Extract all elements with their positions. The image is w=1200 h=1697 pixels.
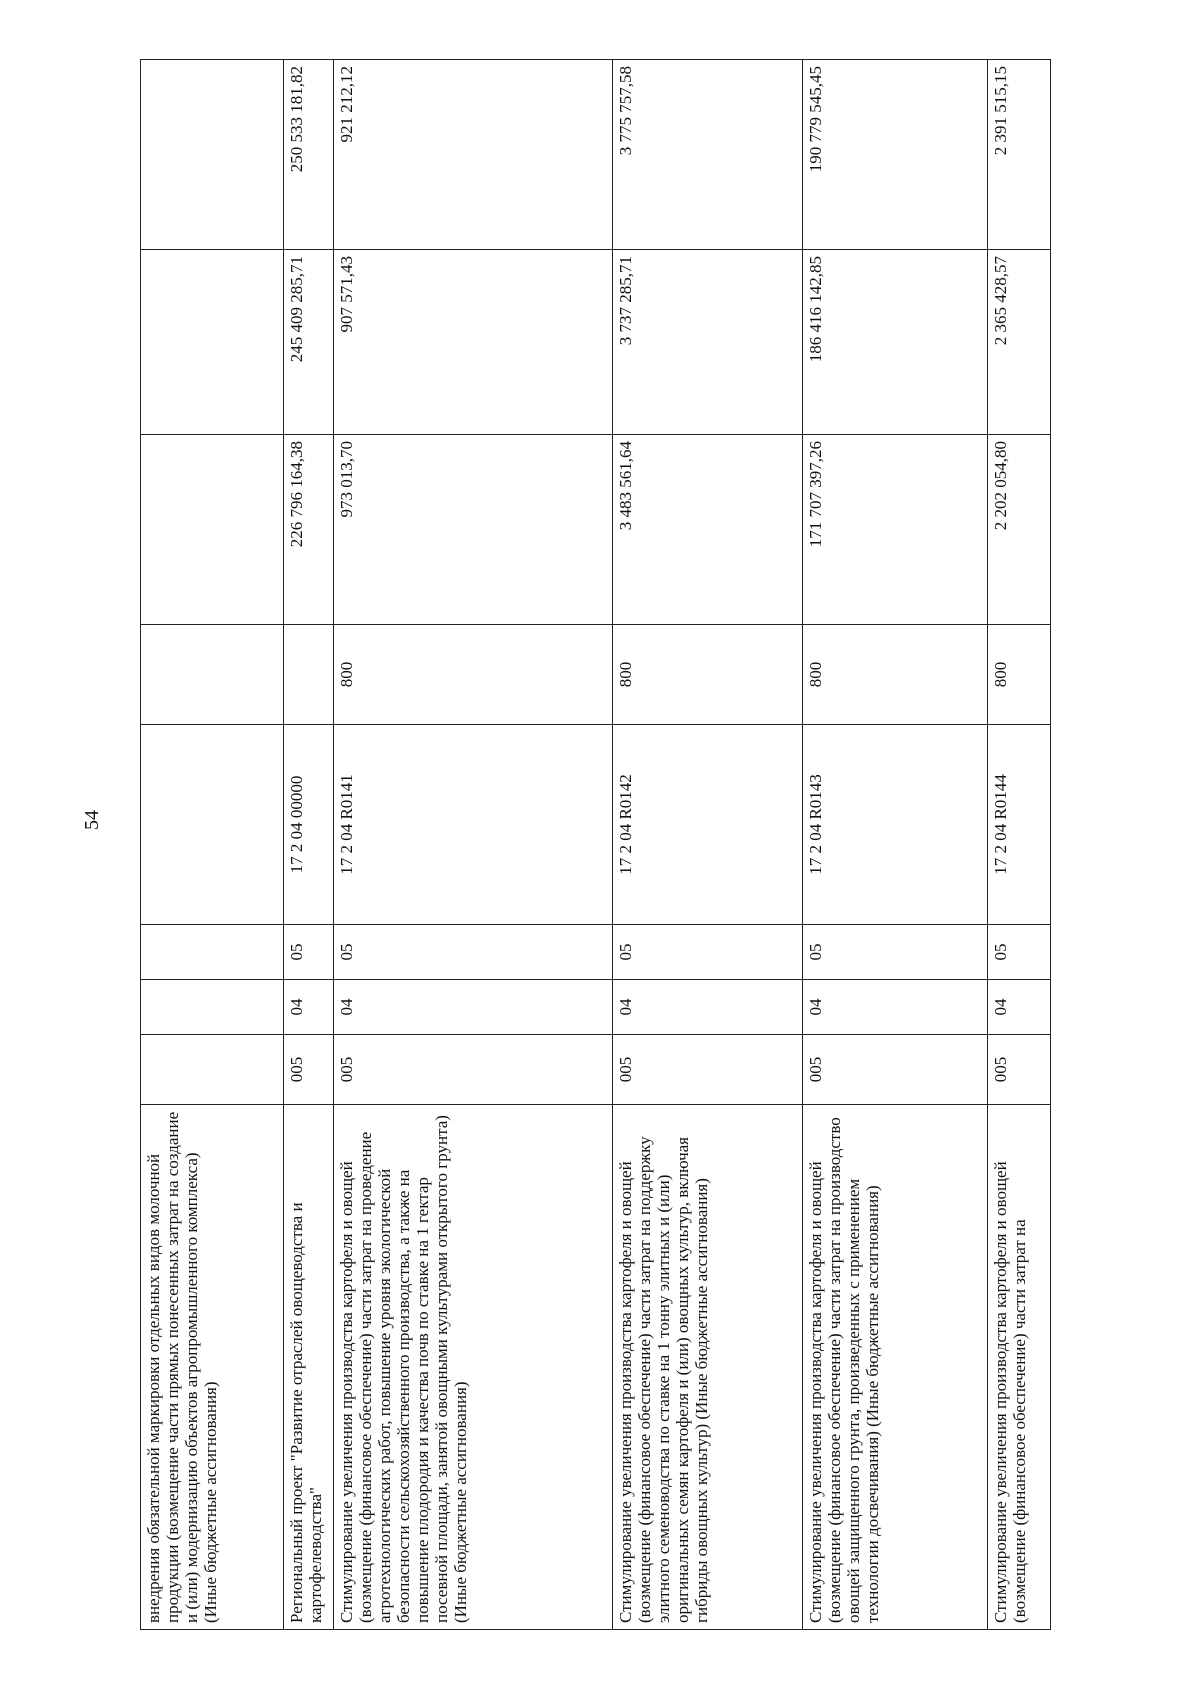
expense-type-code: 800 [988, 625, 1051, 725]
table-row [803, 60, 988, 1630]
table-row [284, 60, 334, 1630]
section-code: 04 [988, 980, 1051, 1035]
subsection-code: 05 [988, 925, 1051, 980]
amount-year-2: 3 737 285,71 [613, 250, 803, 435]
row-description: Стимулирование увеличения производства картофеля и овощей (возмещение (финансовое обеспечение) части затрат на проведение агротехнологических работ, повышение уровня экологической безопасности сельскохозяйственного производства, а также на повышение плодородия и качества почв по ставке на 1 гектар посевной площади, занятой овощными культурами открытого грунта) (Иные бюджетные ассигнования) [334, 1105, 613, 1630]
table-row [988, 60, 1051, 1630]
table-row [613, 60, 803, 1630]
amount-year-3: 190 779 545,45 [803, 60, 988, 250]
expense-type-code [284, 625, 334, 725]
row-description: внедрения обязательной маркировки отдельных видов молочной продукции (возмещение части прямых понесенных затрат на создание и (или) модернизацию объектов агропромышленного комплекса) (Иные бюджетные ассигнования) [141, 1105, 284, 1630]
amount-year-1: 2 202 054,80 [988, 435, 1051, 625]
section-code [141, 980, 284, 1035]
dept-code: 005 [803, 1035, 988, 1105]
table-row [334, 60, 613, 1630]
dept-code: 005 [613, 1035, 803, 1105]
amount-year-2 [141, 250, 284, 435]
amount-year-1: 226 796 164,38 [284, 435, 334, 625]
page-number: 54 [81, 810, 103, 830]
table-row [141, 60, 284, 1630]
amount-year-3: 921 212,12 [334, 60, 613, 250]
budget-table [140, 59, 1051, 1630]
target-article-code [141, 725, 284, 925]
subsection-code: 05 [334, 925, 613, 980]
amount-year-1: 973 013,70 [334, 435, 613, 625]
target-article-code: 17 2 04 R0142 [613, 725, 803, 925]
expense-type-code: 800 [334, 625, 613, 725]
section-code: 04 [613, 980, 803, 1035]
amount-year-3: 3 775 757,58 [613, 60, 803, 250]
section-code: 04 [284, 980, 334, 1035]
amount-year-3 [141, 60, 284, 250]
dept-code: 005 [988, 1035, 1051, 1105]
expense-type-code [141, 625, 284, 725]
amount-year-2: 245 409 285,71 [284, 250, 334, 435]
amount-year-3: 2 391 515,15 [988, 60, 1051, 250]
row-description: Стимулирование увеличения производства картофеля и овощей (возмещение (финансовое обеспечение) части затрат на поддержку элитного семеноводства по ставке на 1 тонну элитных и (или) оригинальных семян картофеля и (или) овощных культур, включая гибриды овощных культур) (Иные бюджетные ассигнования) [613, 1105, 803, 1630]
amount-year-2: 2 365 428,57 [988, 250, 1051, 435]
subsection-code: 05 [803, 925, 988, 980]
row-description: Региональный проект "Развитие отраслей овощеводства и картофелеводства" [284, 1105, 334, 1630]
dept-code: 005 [334, 1035, 613, 1105]
row-description: Стимулирование увеличения производства картофеля и овощей (возмещение (финансовое обеспечение) части затрат на [988, 1105, 1051, 1630]
expense-type-code: 800 [613, 625, 803, 725]
amount-year-1 [141, 435, 284, 625]
target-article-code: 17 2 04 R0144 [988, 725, 1051, 925]
subsection-code [141, 925, 284, 980]
subsection-code: 05 [613, 925, 803, 980]
dept-code: 005 [284, 1035, 334, 1105]
expense-type-code: 800 [803, 625, 988, 725]
rotated-table-container [140, 60, 1050, 1630]
amount-year-2: 907 571,43 [334, 250, 613, 435]
amount-year-1: 3 483 561,64 [613, 435, 803, 625]
amount-year-3: 250 533 181,82 [284, 60, 334, 250]
subsection-code: 05 [284, 925, 334, 980]
dept-code [141, 1035, 284, 1105]
target-article-code: 17 2 04 R0143 [803, 725, 988, 925]
section-code: 04 [803, 980, 988, 1035]
target-article-code: 17 2 04 00000 [284, 725, 334, 925]
row-description: Стимулирование увеличения производства картофеля и овощей (возмещение (финансовое обеспечение) части затрат на производство овощей защищенного грунта, произведенных с применением технологии досвечивания) (Иные бюджетные ассигнования) [803, 1105, 988, 1630]
amount-year-2: 186 416 142,85 [803, 250, 988, 435]
target-article-code: 17 2 04 R0141 [334, 725, 613, 925]
section-code: 04 [334, 980, 613, 1035]
amount-year-1: 171 707 397,26 [803, 435, 988, 625]
